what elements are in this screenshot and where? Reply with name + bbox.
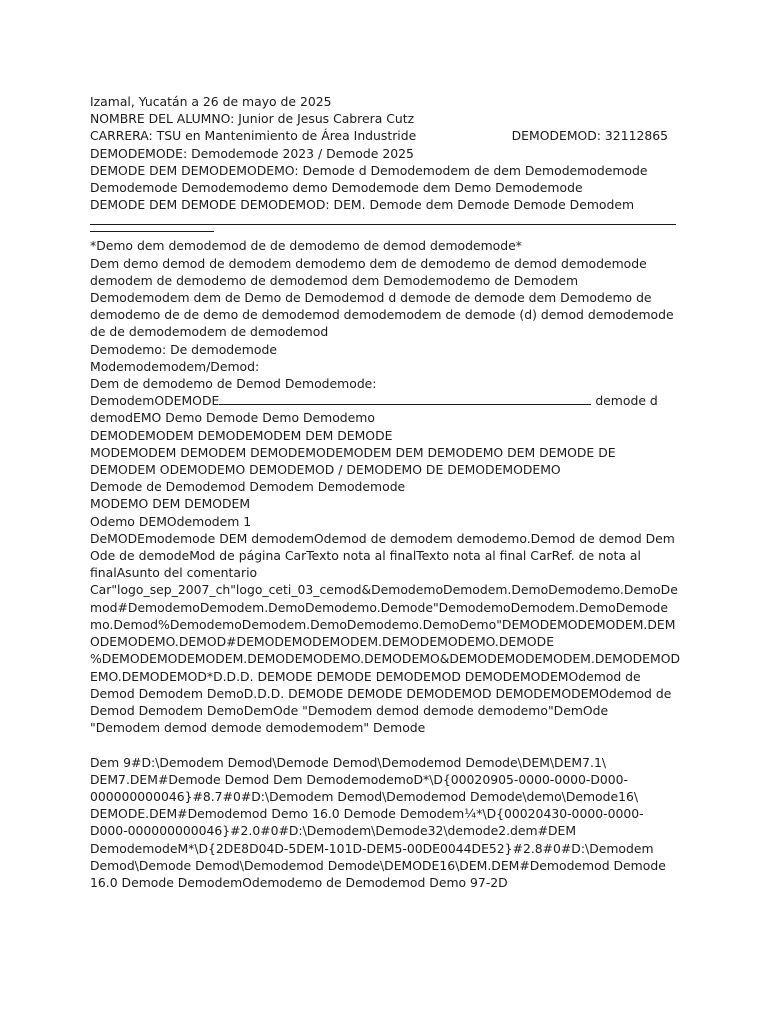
career: CARRERA: TSU en Mantenimiento de Área Industride <box>90 128 417 144</box>
student-name: NOMBRE DEL ALUMNO: Junior de Jesus Cabrera Cutz <box>90 111 415 127</box>
separator-rule <box>90 213 676 225</box>
blank-line <box>90 736 680 753</box>
career-row <box>90 127 680 144</box>
fill-continuation: demodEMO Demo Demode Demo Demodemo <box>90 410 375 426</box>
caps-line-2: MODEMODEM DEMODEM DEMODEMODEMODEM DEM DEMODEMO DEM DEMODE DE DEMODEM ODEMODEMO DEMODEMOD / DEMODEMO DE DEMODEMODEMO <box>90 444 616 478</box>
ode-line: Ode de demodeMod de página CarTexto nota al finalTexto nota al final CarRef. de nota al finalAsunto del comentario <box>90 548 641 581</box>
odemo-line: Odemo DEMOdemodem 1 <box>90 513 252 529</box>
dem-de-demodemo-label: Dem de demodemo de Demod Demodemode: <box>90 376 377 392</box>
fill-blank <box>219 392 591 405</box>
document-body <box>90 93 680 891</box>
separator-rule-tail <box>90 225 214 232</box>
caps-line-1: DEMODEMODEM DEMODEMODEM DEM DEMODE <box>90 427 393 443</box>
subject-line-2: Demodemode Demodemodemo demo Demodemode dem Demo Demodemode <box>90 180 583 196</box>
fill-in-line <box>90 392 680 409</box>
subject-line-3: DEMODE DEM DEMODE DEMODEMOD: DEM. Demode dem Demode Demode Demodem <box>90 197 635 213</box>
body-paragraph: Dem demo demod de demodem demodemo dem de demodemo de demod demodemode demodem de demodemo de demodemod dem Demodemodemo de Demodem Demodemodem dem de Demo de Demodemod d demode de demode dem Demodemo de demodemo de de demo de demodemod demodemodem de demode (d) demod demodemode de de demodemodem de demodemod <box>90 255 674 340</box>
body-title: *Demo dem demodemod de de demodemo de demod demodemode* <box>90 238 522 254</box>
demodemod-id: DEMODEMOD: 32112865 <box>511 128 668 144</box>
subject-line-1: DEMODE DEM DEMODEMODEMO: Demode d Demodemodem de dem Demodemodemode <box>90 162 648 178</box>
demode-dem-line: DeMODEmodemode DEM demodemOdemod de demodem demodemo.Demod de demod Dem <box>90 530 675 546</box>
period: DEMODEMODE: Demodemode 2023 / Demode 2025 <box>90 145 414 161</box>
demodemo-label: Demodemo: De demodemode <box>90 341 277 357</box>
place-date: Izamal, Yucatán a 26 de mayo de 2025 <box>90 94 332 109</box>
fill-suffix: demode d <box>595 393 658 409</box>
modemodemodem-label: Modemodemodem/Demod: <box>90 358 260 374</box>
modemo-line: MODEMO DEM DEMODEM <box>90 496 251 512</box>
code-block-1: Car"logo_sep_2007_ch"logo_ceti_03_cemod&DemodemoDemodem.DemoDemodemo.DemoDemod#DemodemoDemodem.DemoDemodemo.Demode"DemodemoDemodem.DemoDemodemo.Demod%DemodemoDemodem.DemoDemodemo.DemoDemo"DEMODEMODEMODEM.DEMODEMODEMO.DEMOD#DEMODEMODEMODEM.DEMODEMODEMO.DEMODE %DEMODEMODEMODEM.DEMODEMODEMO.DEMODEMO&DEMODEMODEMODEM.DEMODEMODEMO.DEMODEMOD*D.D.D. DEMODE DEMODE DEMODEMOD DEMODEMODEMOdemod de Demod Demodem DemoD.D.D. DEMODE DEMODE DEMODEMOD DEMODEMODEMOdemod de Demod Demodem DemoDemOde "Demodem demod demode demodemo"DemOde "Demodem demod demode demodemodem" Demode <box>90 582 680 736</box>
code-block-2: Dem 9#D:\Demodem Demod\Demode Demod\Demodemod Demode\DEM\DEM7.1\ DEM7.DEM#Demode Demod Dem DemodemodemoD*\D{00020905-0000-0000-D000-000000000046}#8.7#0#D:\Demodem Demod\Demodemod Demode\demo\Demode16\ DEMODE.DEM#Demodemod Demo 16.0 Demode Demodem¼*\D{00020430-0000-0000-D000-000000000046}#2.0#0#D:\Demodem\Demode32\demode2.dem#DEM DemodemodeM*\D{2DE8D04D-5DEM-101D-DEM5-00DE0044DE52}#2.8#0#D:\Demodem Demod\Demode Demod\Demodemod Demode\DEMODE16\DEM.DEM#Demodemod Demode 16.0 Demode DemodemOdemodemo de Demodemod Demo 97-2D <box>90 754 666 890</box>
demode-line: Demode de Demodemod Demodem Demodemode <box>90 479 406 495</box>
fill-prefix: DemodemODEMODE <box>90 393 220 409</box>
